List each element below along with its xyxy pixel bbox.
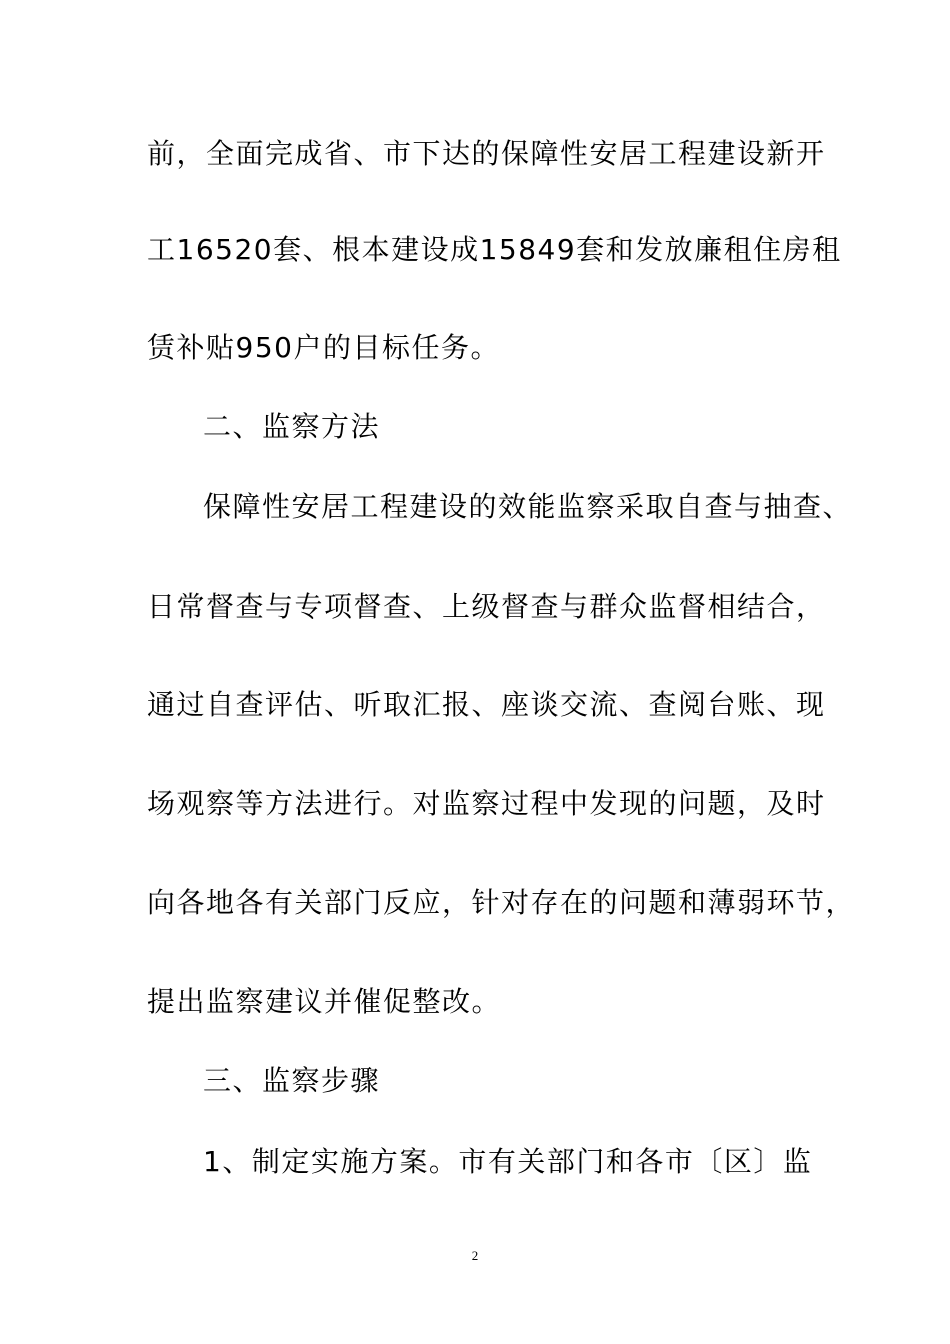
paragraph-line: 保障性安居工程建设的效能监察采取自查与抽查、: [203, 490, 853, 523]
paragraph-line: 工16520套、根本建设成15849套和发放廉租住房租: [147, 233, 842, 266]
section-heading: 三、监察步骤: [203, 1064, 381, 1097]
paragraph-line: 通过自查评估、听取汇报、座谈交流、查阅台账、现: [147, 688, 826, 721]
paragraph-line: 场观察等方法进行。对监察过程中发现的问题，及时: [147, 787, 826, 820]
paragraph-line: 赁补贴950户的目标任务。: [147, 331, 500, 364]
paragraph-line: 前，全面完成省、市下达的保障性安居工程建设新开: [147, 137, 826, 170]
section-heading: 二、监察方法: [203, 410, 381, 443]
page-number: 2: [471, 1248, 479, 1263]
paragraph-line: 向各地各有关部门反应，针对存在的问题和薄弱环节，: [147, 886, 856, 919]
paragraph-line: 日常督查与专项督查、上级督查与群众监督相结合，: [147, 590, 826, 623]
paragraph-line: 1、制定实施方案。市有关部门和各市〔区〕监: [203, 1145, 813, 1178]
paragraph-line: 提出监察建议并催促整改。: [147, 985, 502, 1018]
